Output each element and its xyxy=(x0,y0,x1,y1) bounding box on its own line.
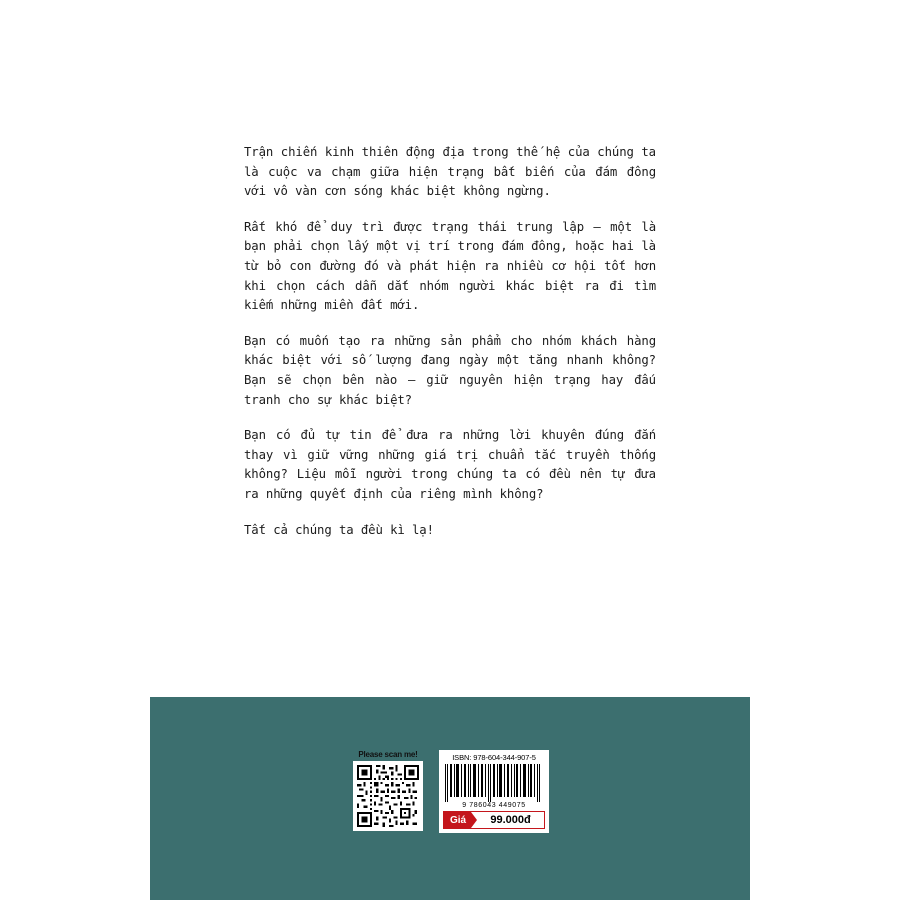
blurb-paragraph-3: Bạn có muốn tạo ra những sản phẩm cho nhóm khách hàng khác biệt với số lượng đang ngày một tăng nhanh không? Bạn sẽ chọn bên nào – giữ nguyên hiện trạng hay đấu tranh cho sự khác biệt? xyxy=(244,333,656,407)
price-label: Giá xyxy=(444,812,471,828)
qr-code-block xyxy=(353,750,423,831)
blurb-paragraph-2: Rất khó để duy trì được trạng thái trung lập – một là bạn phải chọn lấy một vị trí trong đám đông, hoặc hai là từ bỏ con đường đó và phát hiện ra nhiều cơ hội tốt hơn khi chọn cách dẫn dắt nhóm người khác biệt ra đi tìm kiếm những miền đất mới. xyxy=(244,219,656,313)
price-value: 99.000đ xyxy=(471,812,544,828)
isbn-label: ISBN: 978-604-344-907-5 xyxy=(452,753,536,762)
price-badge xyxy=(443,811,545,829)
isbn-barcode-block xyxy=(439,750,549,833)
barcode-digits: 9 786043 449075 xyxy=(462,802,526,809)
barcode-icon xyxy=(443,764,545,802)
book-cover xyxy=(150,0,750,900)
blurb-paragraph-5: Tất cả chúng ta đều kì lạ! xyxy=(244,522,434,537)
blurb-text-block xyxy=(244,143,656,540)
qr-code-icon[interactable] xyxy=(353,761,423,831)
blurb-paragraph-4: Bạn có đủ tự tin để đưa ra những lời khuyên đúng đắn thay vì giữ vững những giá trị chuẩn tắc truyền thống không? Liệu mỗi người trong chúng ta có đều nên tự đưa ra những quyết định của riêng mình không? xyxy=(244,428,656,501)
qr-caption: Please scan me! xyxy=(358,750,418,759)
cover-footer-band xyxy=(150,697,750,900)
blurb-paragraph-1: Trận chiến kinh thiên động địa trong thế hệ của chúng ta là cuộc va chạm giữa hiện trạng bất biến của đám đông với vô vàn cơn sóng khác biệt không ngừng. xyxy=(244,145,656,199)
